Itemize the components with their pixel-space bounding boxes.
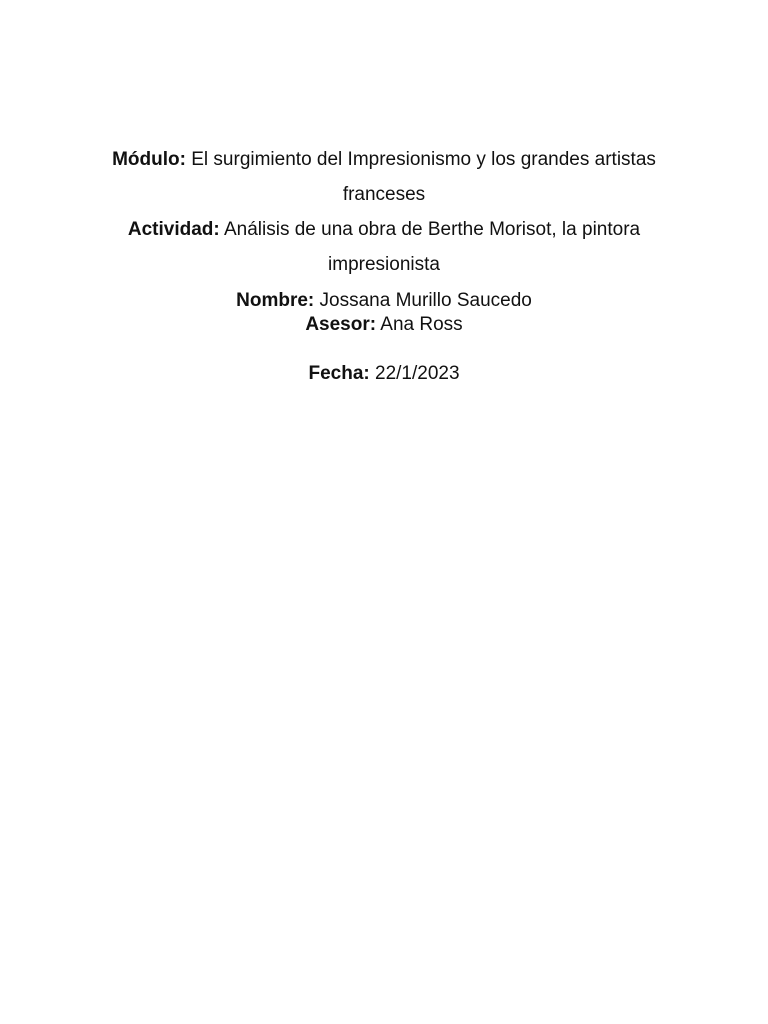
nombre-label: Nombre: (236, 290, 315, 311)
modulo-line (0, 142, 768, 212)
modulo-value: El surgimiento del Impresionismo y los grandes artistas franceses (191, 149, 656, 205)
actividad-line (0, 212, 768, 282)
fecha-line (0, 362, 768, 386)
actividad-label: Actividad: (127, 219, 220, 240)
asesor-label: Asesor: (305, 314, 377, 335)
modulo-label: Módulo: (112, 149, 186, 170)
nombre-line (0, 289, 768, 313)
fecha-label: Fecha: (308, 363, 370, 384)
fecha-value: 22/1/2023 (375, 363, 460, 384)
asesor-value: Ana Ross (380, 314, 463, 335)
actividad-value: Análisis de una obra de Berthe Morisot, la pintora impresionista (223, 219, 641, 275)
asesor-line (0, 313, 768, 337)
nombre-value: Jossana Murillo Saucedo (319, 290, 532, 311)
